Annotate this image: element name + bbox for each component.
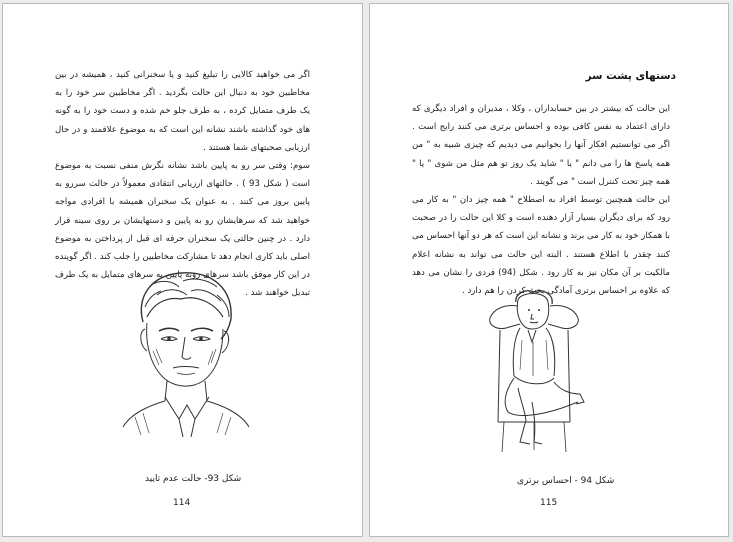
right-paragraph-2: این حالت همچنین توسط افراد به اصطلاح " همه چیز دان " به کار می رود که برای دیگران بسیار آزار دهنده است و کلا این حالت را در صحبت با همکار خود به کار می برند و نشانه این است که هر دو آنها احساس می کنند چقدر با اطلاع هستند . البته این حالت می تواند به نشانه اعلام مالکیت بر آن مکان نیز به کار رود . شکل (94) فردی را نشان می دهد که علاوه بر احساس برتری آمادگی بحث کردن را هم دارد . <box>412 195 670 297</box>
right-paragraph-1: این حالت که بیشتر در بین حسابداران ، وکلا ، مدیران و افراد دیگری که دارای اعتماد به نفس کافی بوده و احساس برتری می کنند رایج است . اگر می توانستیم افکار آنها را بخوانیم می دیدیم که چیزی شبیه به " من همه پاسخ ها را می دانم " یا " شاید یک روز تو هم مثل من شوی " یا " همه چیز تحت کنترل است " می گویند . <box>412 104 670 187</box>
left-page <box>2 3 363 537</box>
figure-94-caption: شکل 94 - احساس برتری <box>517 476 615 486</box>
page-number-115: 115 <box>540 498 558 508</box>
right-page-text <box>412 100 670 300</box>
page-number-114: 114 <box>173 498 191 508</box>
figure-93-sketch <box>121 267 251 439</box>
left-paragraph-1: اگر می خواهید کالایی را تبلیغ کنید و یا سخنرانی کنید ، همیشه در بین مخاطبین خود به دنبال این حالت بگردید . اگر مخاطبین سر خود را به یک طرف متمایل کرده ، به طرف جلو خم شده و دست خود را به گونه های خود گذاشته باشند نشانه این است که به موضوع علاقمند و در حال ارزیابی صحبتهای شما هستند . <box>55 70 310 153</box>
left-paragraph-2: سوم: وقتی سر رو به پایین باشد نشانه نگرش منفی نسبت به موضوع است ( شکل 93 ) . حالتهای ارزیابی انتقادی معمولاً در حالت سررو به پایین بروز می کنند . به عنوان یک سخنران همیشه با افرادی مواجه خواهید شد که سرهایشان رو به پایین و دستهایشان بر روی سینه قرار دارد . در چنین حالتی یک سخنران حرفه ای قبل از پرداختن به موضوع اصلی باید کاری انجام دهد تا مشارکت مخاطبین را جلب کند . اگر گوینده در این کار موفق باشد سرهای روبه پایین به سرهای متمایل به یک طرف تبدیل خواهند شد . <box>55 161 311 299</box>
section-title: دستهای پشت سر <box>585 70 676 82</box>
figure-94-sketch <box>476 290 588 456</box>
figure-93-caption: شکل 93- حالت عدم تایید <box>145 474 242 484</box>
right-page <box>369 3 729 537</box>
